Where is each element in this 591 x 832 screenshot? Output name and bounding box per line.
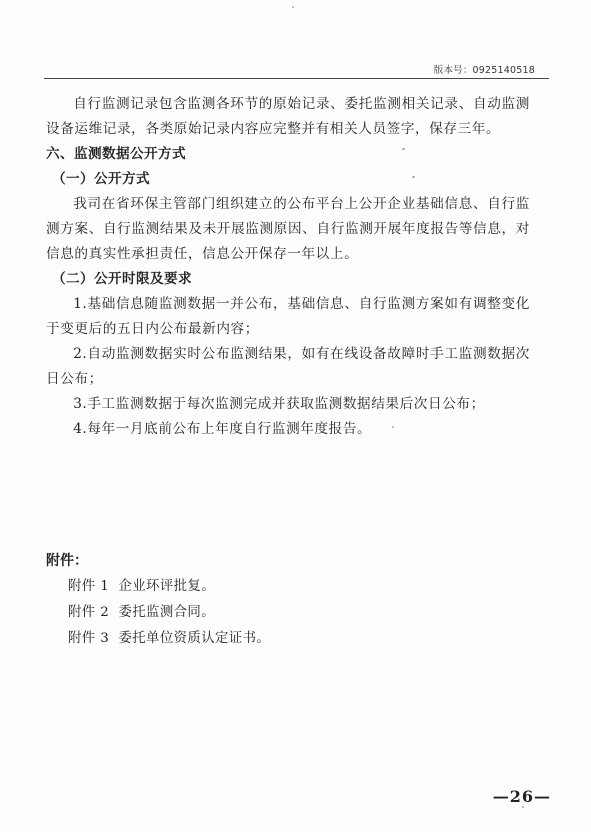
body-content bbox=[46, 92, 530, 442]
scan-speck bbox=[292, 6, 294, 8]
version-number: 版本号：0925140518 bbox=[433, 65, 535, 76]
subsection-heading: （一）公开方式 bbox=[52, 171, 150, 187]
scan-speck bbox=[522, 806, 524, 808]
attachment-item: 附件 3 委托单位资质认定证书。 bbox=[68, 631, 271, 646]
attachment-item: 附件 2 委托监测合同。 bbox=[68, 605, 216, 620]
list-item: 3.手工监测数据于每次监测完成并获取监测数据结果后次日公布； bbox=[73, 396, 485, 412]
subsection-heading: （二）公开时限及要求 bbox=[52, 271, 192, 287]
list-item: 2.自动监测数据实时公布监测结果，如有在线设备故障时手工监测数据次日公布； bbox=[46, 346, 530, 387]
list-item: 4.每年一月底前公布上年度自行监测年度报告。 bbox=[73, 421, 372, 437]
page-number: —26— bbox=[492, 787, 551, 806]
list-item: 1.基础信息随监测数据一并公布，基础信息、自行监测方案如有调整变化于变更后的五日内公布最新内容； bbox=[46, 296, 530, 337]
header-divider bbox=[44, 78, 549, 79]
attachments-section bbox=[46, 548, 526, 652]
section-heading: 六、监测数据公开方式 bbox=[46, 146, 186, 162]
attachments-title: 附件： bbox=[46, 553, 88, 569]
intro-paragraph: 自行监测记录包含监测各环节的原始记录、委托监测相关记录、自动监测设备运维记录，各类原始记录内容应完整并有相关人员签字，保存三年。 bbox=[46, 96, 530, 137]
body-paragraph: 我司在省环保主管部门组织建立的公布平台上公开企业基础信息、自行监测方案、自行监测结果及未开展监测原因、自行监测开展年度报告等信息，对信息的真实性承担责任，信息公开保存一年以上。 bbox=[46, 196, 530, 262]
attachment-item: 附件 1 企业环评批复。 bbox=[68, 579, 216, 594]
